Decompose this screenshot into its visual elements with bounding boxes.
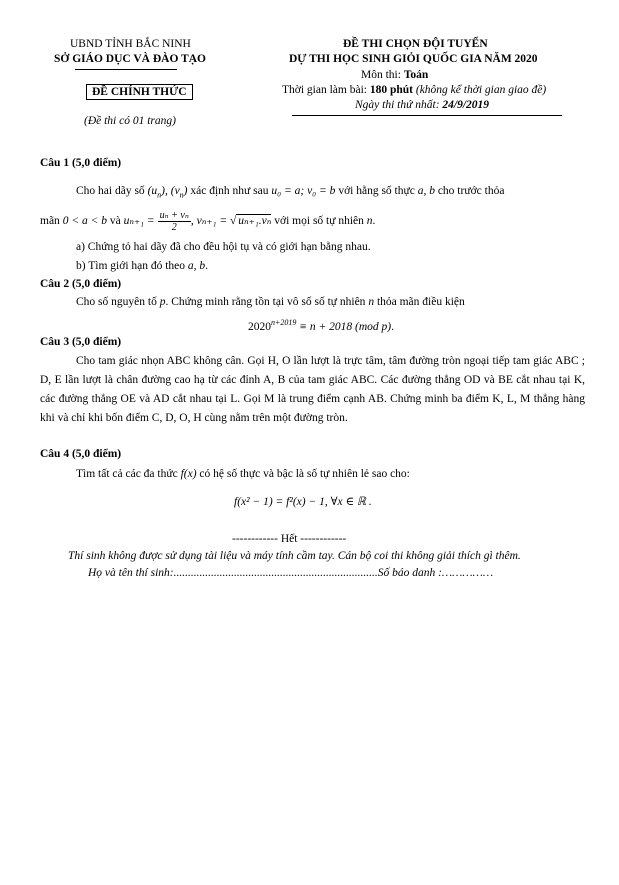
q4-line1: Tìm tất cả các đa thức f(x) có hệ số thực và bậc là số tự nhiên lẻ sao cho: bbox=[76, 468, 410, 480]
official-badge: ĐỀ CHÍNH THỨC bbox=[86, 84, 193, 100]
end-marker: ------------ Hết ------------ bbox=[232, 533, 347, 545]
candidate-info: Họ và tên thí sinh:.......................................................................Số báo danh :…………… bbox=[88, 567, 494, 579]
q4-equation: f(x² − 1) = f²(x) − 1, ∀x ∈ ℝ . bbox=[234, 496, 372, 508]
time-line: Thời gian làm bài: 180 phút (không kể thời gian giao đề) bbox=[282, 84, 547, 96]
office-name: SỞ GIÁO DỤC VÀ ĐÀO TẠO bbox=[54, 53, 206, 65]
q1-part-a: a) Chứng tỏ hai dãy đã cho đều hội tụ và có giới hạn bằng nhau. bbox=[76, 241, 371, 253]
left-underline bbox=[75, 69, 177, 70]
q3-text: Cho tam giác nhọn ABC không cân. Gọi H, O lần lượt là trực tâm, tâm đường tròn ngoại tiếp tam giác ABC ; D, E lần lượt là chân đường cao hạ từ các đỉnh A, B của tam giác ABC. Các đường thẳng OD và BE cắt nhau tại K, các đường thẳng OE và AD cắt nhau tại L. Gọi M là trung điểm cạnh AB. Chứng minh ba điểm K, L, M thẳng hàng khi và chỉ khi bốn điểm C, D, O, H cùng nằm trên một đường tròn. bbox=[40, 355, 585, 424]
q2-title: Câu 2 (5,0 điểm) bbox=[40, 278, 122, 290]
exam-subtitle: DỰ THI HỌC SINH GIỎI QUỐC GIA NĂM 2020 bbox=[289, 53, 538, 65]
q2-congruence: $2020^{n+2019} \equiv n + 2018$ (mod p). bbox=[248, 318, 395, 333]
q1-part-b: b) Tìm giới hạn đó theo a, b. bbox=[76, 260, 209, 272]
date-line: Ngày thi thứ nhất: 24/9/2019 bbox=[355, 99, 490, 111]
q4-title: Câu 4 (5,0 điểm) bbox=[40, 448, 122, 460]
exam-note: Thí sinh không được sử dụng tài liệu và máy tính cầm tay. Cán bộ coi thi không giải thích gì thêm. bbox=[68, 550, 521, 562]
right-underline bbox=[292, 115, 562, 116]
q1-line2: mãn 0 < a < b và uₙ₊₁ = $\frac{\text{uₙ + vₙ}}{2}$, vₙ₊₁ = √ uₙ₊₁.vₙ với mọi số tự nhiên n. bbox=[40, 210, 376, 233]
pages-note: (Đề thi có 01 trang) bbox=[84, 115, 176, 127]
q2-line1: Cho số nguyên tố p. Chứng minh rằng tồn tại vô số số tự nhiên n thỏa mãn điều kiện bbox=[76, 296, 465, 308]
q1-title: Câu 1 (5,0 điểm) bbox=[40, 157, 122, 169]
q3-title: Câu 3 (5,0 điểm) bbox=[40, 336, 122, 348]
exam-title: ĐỀ THI CHỌN ĐỘI TUYỂN bbox=[343, 38, 488, 50]
q1-line1: Cho hai dãy số $(u_n)$, $(v_n)$ xác định như sau u₀ = a; v₀ = b với hằng số thực a, b cho trước thỏa bbox=[76, 185, 505, 200]
subject-line: Môn thi: Toán bbox=[361, 69, 429, 81]
fraction: $\frac{\text{uₙ + vₙ}}{2}$ bbox=[159, 210, 189, 233]
dept-name: UBND TỈNH BẮC NINH bbox=[70, 38, 191, 50]
